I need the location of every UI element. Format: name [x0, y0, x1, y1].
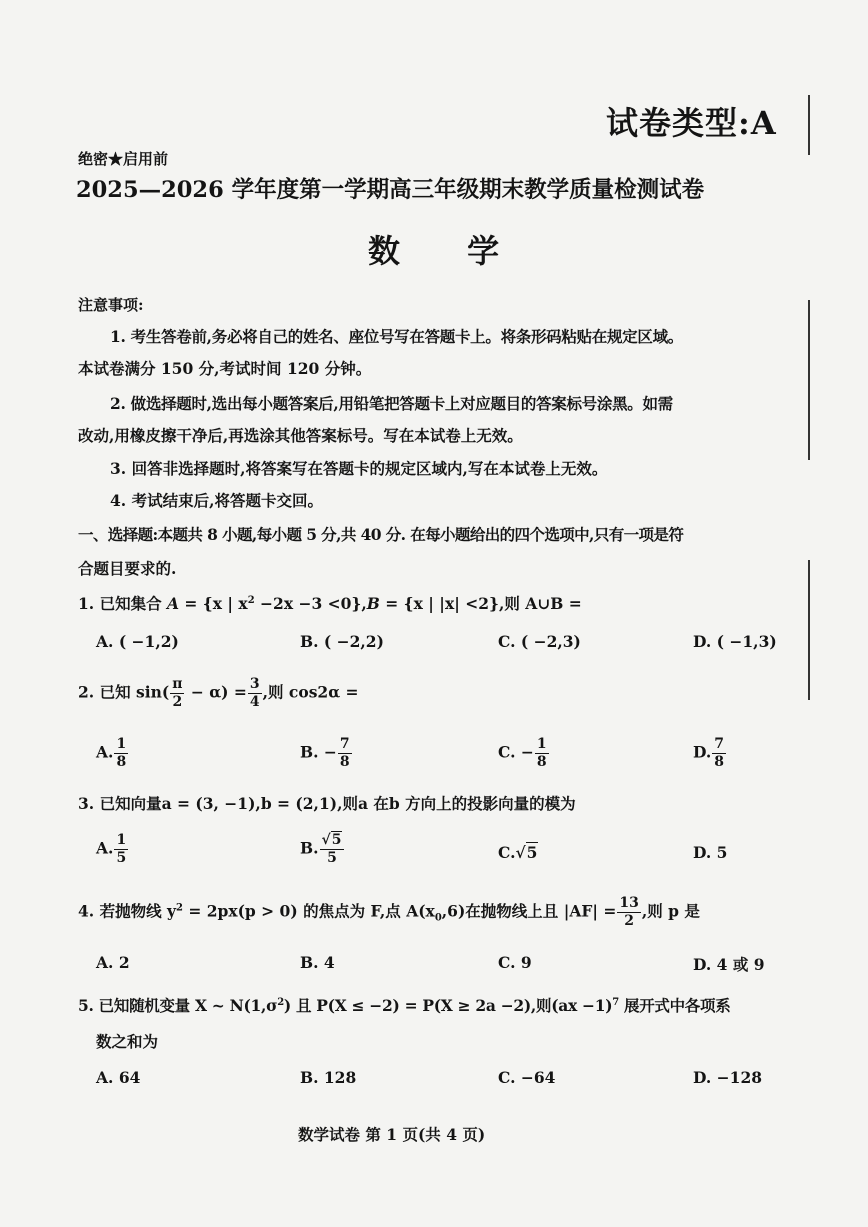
question-1-option-b: B. ( −2,2): [300, 632, 384, 651]
question-4-option-c: C. 9: [498, 953, 532, 972]
fraction-13-over-2: $\frac{13}{2}$: [619, 895, 639, 929]
scan-edge-line: [808, 300, 810, 460]
question-3-option-d: D. 5: [693, 843, 728, 862]
question-5-stem-line-1: 5. 已知随机变量 X ~ $N(1,\sigma^2)$ 且 P(X ≤ −2) = P(X ≥ 2a −2),则(ax −1)$^7$ 展开式中各项系: [78, 996, 731, 1015]
page-footer: 数学试卷 第 1 页(共 4 页): [298, 1125, 486, 1144]
question-5-option-b: B. 128: [300, 1068, 357, 1087]
question-4-option-b: B. 4: [300, 953, 335, 972]
question-5-option-c: C. −64: [498, 1068, 556, 1087]
exam-title: 2025—2026 学年度第一学期高三年级期末教学质量检测试卷: [76, 177, 705, 203]
question-3-option-c: C.√5: [498, 843, 538, 862]
question-4-option-d: D. 4 或 9: [693, 955, 765, 974]
note-2-line-1: 2. 做选择题时,选出每小题答案后,用铅笔把答题卡上对应题目的答案标号涂黑。如需: [110, 394, 673, 413]
fraction-3-over-4: $\frac{3}{4}$: [249, 676, 260, 710]
note-2-line-2: 改动,用橡皮擦干净后,再选涂其他答案标号。写在本试卷上无效。: [78, 426, 523, 445]
scan-edge-line: [808, 560, 810, 700]
question-4-stem: 4. 若抛物线 $y^2 = 2px(p > 0)$ 的焦点为 F,点 $A(x_0,6)$在抛物线上且 |AF| = $\frac{13}{2}$ ,则 p 是: [78, 895, 700, 929]
note-3: 3. 回答非选择题时,将答案写在答题卡的规定区域内,写在本试卷上无效。: [110, 459, 608, 478]
exam-type-label: 试卷类型:A: [606, 104, 777, 142]
question-3-option-a: A. $\frac{1}{5}$: [96, 832, 127, 866]
question-2-option-a: A. $\frac{1}{8}$: [96, 736, 127, 770]
question-2-option-b: B. − $\frac{7}{8}$: [300, 736, 350, 770]
question-1-option-d: D. ( −1,3): [693, 632, 777, 651]
question-5-option-d: D. −128: [693, 1068, 763, 1087]
question-2-option-c: C. − $\frac{1}{8}$: [498, 736, 547, 770]
question-2-option-d: D. $\frac{7}{8}$: [693, 736, 725, 770]
question-3-option-b: B. $\frac{√5}{5}$: [300, 832, 345, 867]
question-5-stem-line-2: 数之和为: [96, 1032, 159, 1051]
question-1-stem: 1. 已知集合 A = {x | $x^2 -2x -3 <0\},B = \{x$ | |x| <2},则 A∪B =: [78, 594, 582, 613]
subject-title: 数 学: [368, 232, 500, 270]
section-heading-line-2: 合题目要求的.: [78, 559, 177, 578]
question-5-option-a: A. 64: [96, 1068, 141, 1087]
fraction-pi-over-2: $\frac{\pi}{2}$: [172, 676, 183, 710]
note-4: 4. 考试结束后,将答题卡交回。: [110, 491, 323, 510]
note-1-line-1: 1. 考生答卷前,务必将自己的姓名、座位号写在答题卡上。将条形码粘贴在规定区域。: [110, 327, 683, 346]
section-heading-line-1: 一、选择题:本题共 8 小题,每小题 5 分,共 40 分. 在每小题给出的四个选项中,只有一项是符: [78, 525, 684, 544]
question-2-stem: 2. 已知 sin( $\frac{\pi}{2}$ − α) = $\frac{3}{4}$ ,则 cos2α =: [78, 676, 359, 710]
question-1-option-c: C. ( −2,3): [498, 632, 581, 651]
question-1-option-a: A. ( −1,2): [96, 632, 179, 651]
note-1-line-2: 本试卷满分 150 分,考试时间 120 分钟。: [78, 359, 372, 378]
scan-edge-line: [808, 95, 810, 155]
question-3-stem: 3. 已知向量a = (3, −1),b = (2,1),则a 在b 方向上的投影向量的模为: [78, 794, 576, 813]
question-4-option-a: A. 2: [96, 953, 130, 972]
notes-heading: 注意事项:: [78, 296, 144, 314]
confidential-label: 绝密★启用前: [78, 150, 169, 168]
